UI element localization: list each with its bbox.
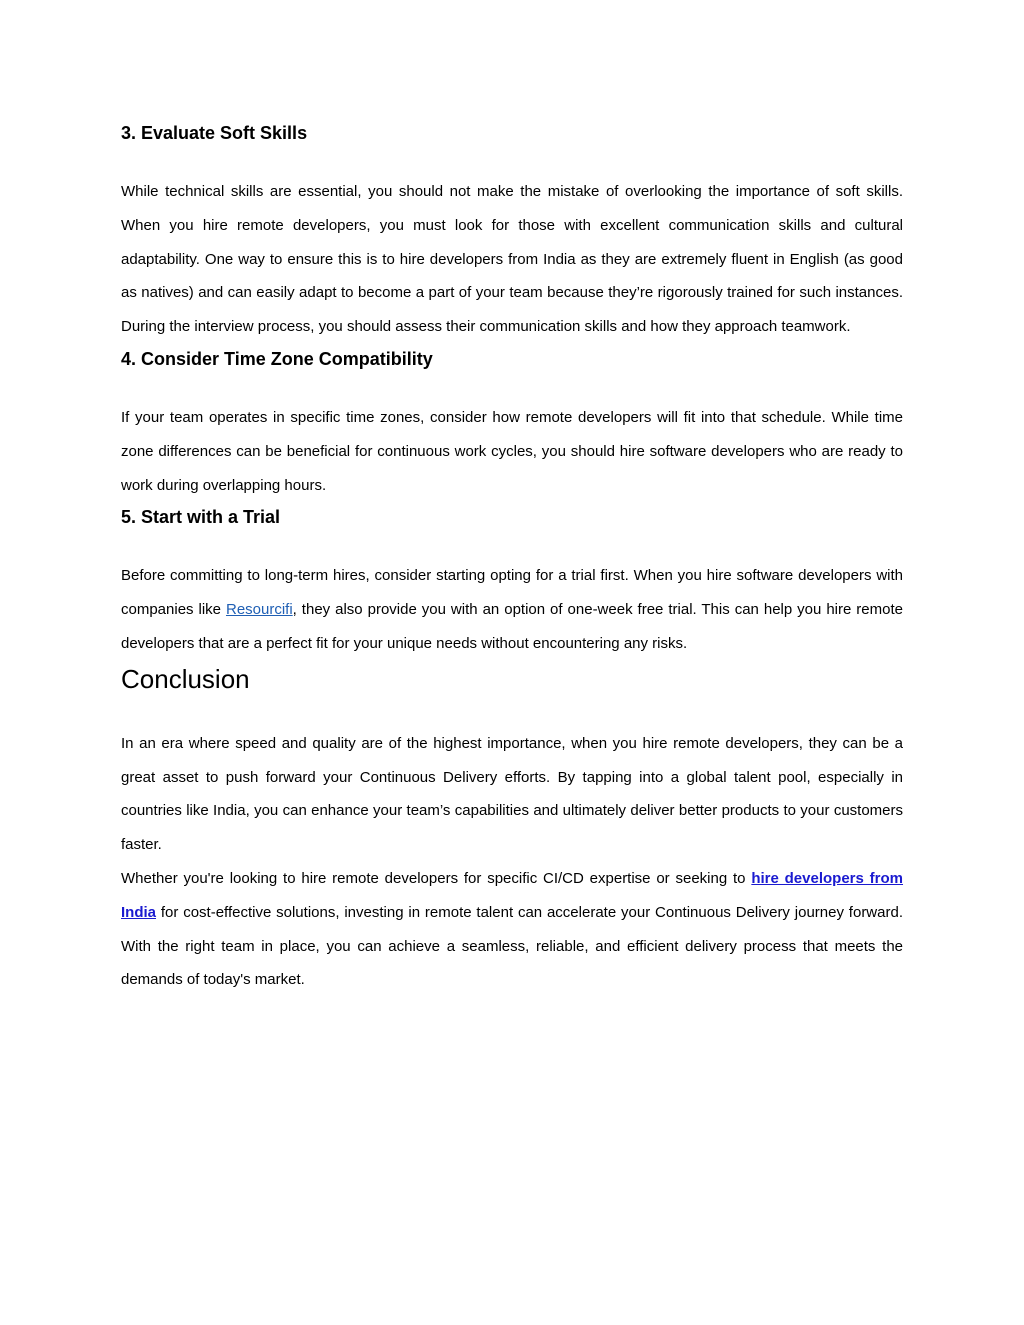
paragraph-trial (121, 559, 903, 660)
conclusion-heading: Conclusion (121, 663, 250, 694)
paragraph-trial-text-before: Before committing to long-term hires, consider starting opting for a trial first. When you hire software developers with companies like (121, 567, 903, 619)
paragraph-conclusion-2-text-before: Whether you're looking to hire remote developers for specific CI/CD expertise or seeking to (121, 869, 752, 887)
paragraph-time-zone: If your team operates in specific time zones, consider how remote developers will fit into that schedule. While time zone differences can be beneficial for continuous work cycles, you should hire software developers who are ready to work during overlapping hours. (121, 408, 903, 494)
resourcifi-link[interactable]: Resourcifi (225, 601, 293, 619)
paragraph-conclusion-2 (121, 862, 903, 997)
paragraph-trial-text-after: , they also provide you with an option of one-week free trial. This can help you hire remote developers that are a perfect fit for your unique needs without encountering any risks. (121, 601, 903, 652)
paragraph-soft-skills: While technical skills are essential, you should not make the mistake of overlooking the importance of soft skills. When you hire remote developers, you must look for those with excellent communication skills and cultural adaptability. One way to ensure this is to hire developers from India as they are extremely fluent in English (as good as natives) and can easily adapt to become a part of your team because they’re rigorously trained for such instances. During the interview process, you should assess their communication skills and how they approach teamwork. (121, 183, 903, 336)
section-heading-trial: 5. Start with a Trial (121, 507, 281, 528)
document-page (121, 118, 903, 997)
section-heading-soft-skills: 3. Evaluate Soft Skills (121, 123, 308, 143)
hire-developers-from-india-link[interactable]: hire developers from India (121, 869, 903, 921)
paragraph-conclusion-1: In an era where speed and quality are of the highest importance, when you hire remote developers, they can be a great asset to push forward your Continuous Delivery efforts. By tapping into a global talent pool, especially in countries like India, you can enhance your team’s capabilities and ultimately deliver better products to your customers faster. (121, 734, 903, 854)
section-heading-time-zone: 4. Consider Time Zone Compatibility (121, 348, 433, 369)
paragraph-conclusion-2-text-after: for cost-effective solutions, investing in remote talent can accelerate your Continuous Delivery journey forward. With the right team in place, you can achieve a seamless, reliable, and efficient delivery process that meets the demands of today's market. (121, 903, 903, 989)
